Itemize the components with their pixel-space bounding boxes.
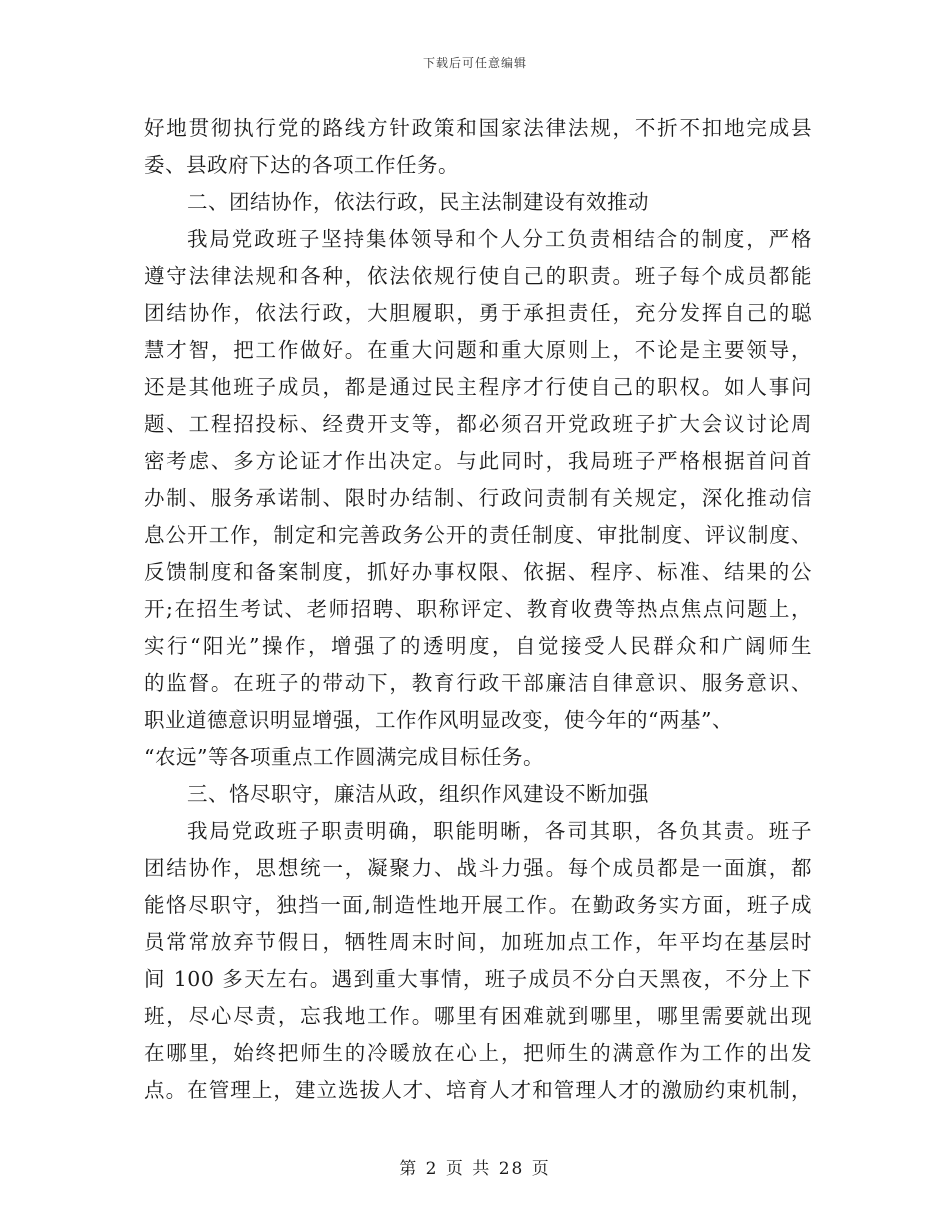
text-line: 在哪里，始终把师生的冷暖放在心上，把师生的满意作为工作的出发 bbox=[144, 1041, 812, 1065]
text-line: 办制、服务承诺制、限时办结制、行政问责制有关规定，深化推动信 bbox=[144, 486, 812, 510]
page-footer: 第 2 页 共 28 页 bbox=[399, 1159, 551, 1179]
text-line: 能恪尽职守，独挡一面,制造性地开展工作。在勤政务实方面，班子成 bbox=[144, 893, 812, 917]
text-line: 的监督。在班子的带动下，教育行政干部廉洁自律意识、服务意识、 bbox=[144, 671, 812, 695]
section-heading: 二、团结协作，依法行政，民主法制建设有效推动 bbox=[187, 190, 649, 214]
text-line: 反馈制度和备案制度，抓好办事权限、依据、程序、标准、结果的公 bbox=[144, 560, 812, 584]
text-line: 遵守法律法规和各种，依法依规行使自己的职责。班子每个成员都能 bbox=[144, 264, 812, 288]
section-heading: 三、恪尽职守，廉洁从政，组织作风建设不断加强 bbox=[187, 782, 649, 806]
text-line: 职业道德意识明显增强，工作作风明显改变，使今年的“两基”、 bbox=[144, 708, 733, 732]
text-line: 密考虑、多方论证才作出决定。与此同时，我局班子严格根据首问首 bbox=[144, 449, 812, 473]
text-line: 题、工程招投标、经费开支等，都必须召开党政班子扩大会议讨论周 bbox=[144, 412, 812, 436]
document-body bbox=[144, 110, 812, 1109]
text-line: 息公开工作，制定和完善政务公开的责任制度、审批制度、评议制度、 bbox=[144, 523, 812, 547]
text-line: “农远”等各项重点工作圆满完成目标任务。 bbox=[144, 745, 544, 769]
text-line: 我局党政班子职责明确，职能明晰，各司其职，各负其责。班子 bbox=[187, 819, 812, 843]
text-line: 间 100 多天左右。遇到重大事情，班子成员不分白天黑夜，不分上下 bbox=[144, 967, 812, 991]
text-line: 还是其他班子成员，都是通过民主程序才行使自己的职权。如人事问 bbox=[144, 375, 812, 399]
text-line: 团结协作，思想统一，凝聚力、战斗力强。每个成员都是一面旗，都 bbox=[144, 856, 812, 880]
text-line: 员常常放弃节假日，牺牲周末时间，加班加点工作，年平均在基层时 bbox=[144, 930, 812, 954]
text-line: 实行“阳光”操作，增强了的透明度，自觉接受人民群众和广阔师生 bbox=[144, 634, 812, 658]
text-line: 委、县政府下达的各项工作任务。 bbox=[144, 153, 459, 177]
text-line: 班，尽心尽责，忘我地工作。哪里有困难就到哪里，哪里需要就出现 bbox=[144, 1004, 812, 1028]
text-line: 团结协作，依法行政，大胆履职，勇于承担责任，充分发挥自己的聪 bbox=[144, 301, 812, 325]
text-line: 开;在招生考试、老师招聘、职称评定、教育收费等热点焦点问题上， bbox=[144, 597, 812, 621]
text-line: 我局党政班子坚持集体领导和个人分工负责相结合的制度，严格 bbox=[187, 227, 812, 251]
page-header: 下载后可任意编辑 bbox=[422, 56, 527, 70]
text-line: 好地贯彻执行党的路线方针政策和国家法律法规，不折不扣地完成县 bbox=[144, 116, 812, 140]
text-line: 点。在管理上，建立选拔人才、培育人才和管理人才的激励约束机制， bbox=[144, 1078, 812, 1102]
text-line: 慧才智，把工作做好。在重大问题和重大原则上，不论是主要领导， bbox=[144, 338, 812, 362]
